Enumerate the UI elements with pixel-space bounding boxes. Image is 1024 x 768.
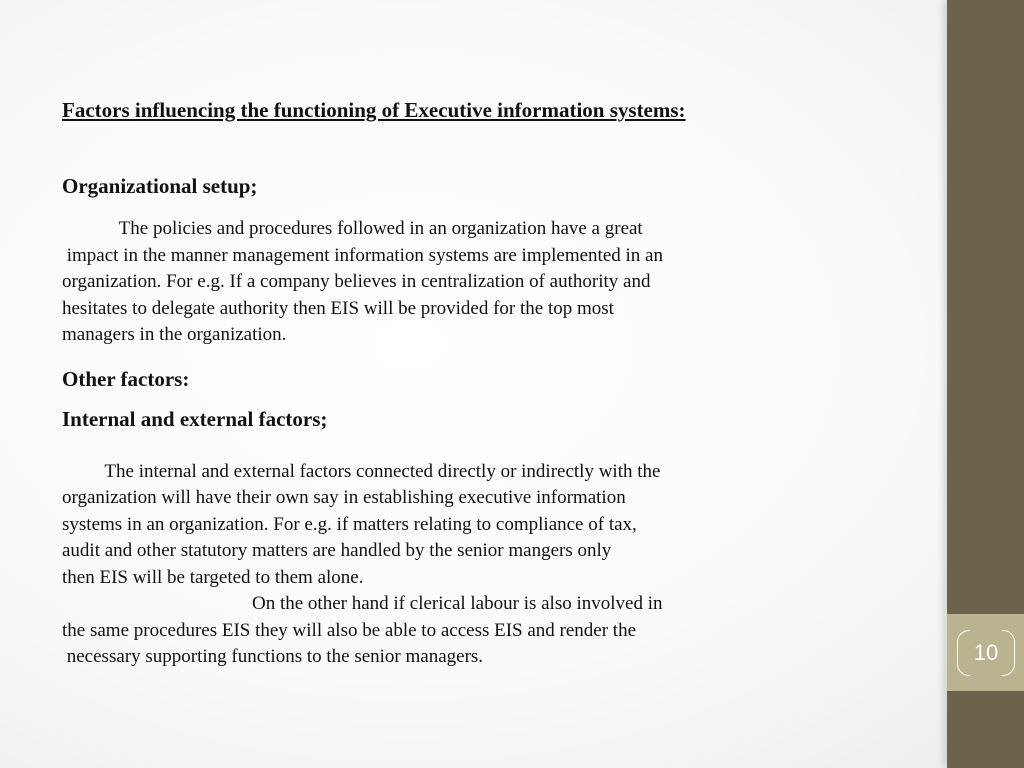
other-factors-heading: Other factors:	[62, 366, 190, 391]
internal-external-factors-paragraph	[62, 459, 922, 671]
paragraph-line: then EIS will be targeted to them alone.	[62, 566, 364, 588]
organizational-setup-heading: Organizational setup;	[62, 174, 258, 198]
paragraph-line: impact in the manner management information systems are implemented in an	[62, 244, 663, 266]
paragraph-line: The internal and external factors connected directly or indirectly with the	[62, 460, 661, 482]
paragraph-line: the same procedures EIS they will also be able to access EIS and render the	[62, 619, 637, 641]
paragraph-line: The policies and procedures followed in an organization have a great	[62, 218, 643, 239]
organizational-setup-paragraph	[62, 216, 922, 349]
paragraph-line: hesitates to delegate authority then EIS will be provided for the top most	[62, 297, 614, 319]
paragraph-line: necessary supporting functions to the senior managers.	[62, 646, 484, 667]
page-number: 10	[973, 640, 999, 665]
paragraph-line: organization will have their own say in establishing executive information	[62, 487, 626, 508]
internal-external-factors-heading: Internal and external factors;	[62, 406, 328, 431]
paragraph-line: On the other hand if clerical labour is also involved in	[62, 593, 663, 614]
paragraph-line: audit and other statutory matters are handled by the senior mangers only	[62, 540, 612, 561]
slide-content	[62, 98, 922, 671]
paragraph-line: managers in the organization.	[62, 324, 287, 345]
paragraph-line: systems in an organization. For e.g. if matters relating to compliance of tax,	[62, 513, 637, 535]
paragraph-line: organization. For e.g. If a company believes in centralization of authority and	[62, 271, 651, 292]
slide-title: Factors influencing the functioning of Executive information systems:	[62, 98, 686, 122]
